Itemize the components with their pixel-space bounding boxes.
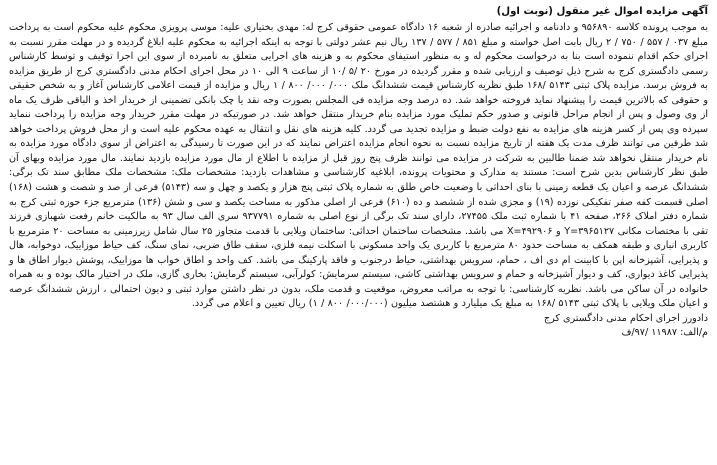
notice-title: آگهی مزایده اموال غیر منقول (نوبت اول) bbox=[496, 6, 708, 17]
notice-signature: دادورز اجرای احکام مدنی دادگستری کرج bbox=[543, 312, 708, 324]
notice-body: به موجب پرونده کلاسه ۹۵۶۸۹۰ و دادنامه و اجرائیه صادره از شعبه ۱۶ دادگاه عمومی حقوقی کرج له: مهدی بختیاری علیه: موسی پرویزی محکوم علیه محکوم است به پرداخت مبلغ ۰۳۷ / ۵۵۷ / ۷۵۰ / ۲ ریال بابت اصل خواسته و مبلغ ۸۵۱ / ۵۷۷ / ۱۳۷ ریال نیم عشر دولتی با توجه به اینکه اجرائیه به محکوم علیه ابلاغ گردیده و در مهلت مقرر نسبت به اجرای حکم اقدام ننموده است بنا به درخواست محکوم له و به منظور استیفای محکوم به و هزینه های اجرایی متعلق به نامبرده از سوی این اجرا توقیف و توسط کارشناس رسمی دادگستری کرج به شرح ذیل توصیف و ارزیابی شده و مقرر گردیده در مورخ ۲۰ /۵ /۱۰ از ساعت ۹ الی ۱۰ در محل اجرای احکام مدنی دادگستری کرج از طریق مزایده به فروش برسد. مزایده پلاک ثبتی ۵۱۴۳ /۱۶۸ طبق نظریه کارشناس قیمت ششدانگ ملک ۰۰۰/ ۰۰۰/ ۸۰۰ / ۱ ریال و مزایده از قیمت اعلامی کارشناس آغاز و به شخص حقیقی و حقوقی که بالاترین قیمت را پیشنهاد نماید فروخته خواهد شد. ده درصد وجه مزایده فی المجلس بصورت وجه نقد یا چک بانکی تضمینی از خریدار اخذ و الباقی ظرف یک ماه از وی وصول و پس از انجام مراحل قانونی و صدور حکم تملیک مورد مزایده بنام خریدار منتقل خواهد شد. در صورتیکه در مهلت مقرر خریدار وجه مزایده را پرداخت ننماید سپرده وی پس از کسر هزینه های مزایده به نفع دولت ضبط و مزایده تجدید می گردد. کلیه هزینه های نقل و انتقال به عهده محکوم علیه است و از محل فروش پرداخت خواهد شد طرفین می توانند ظرف مدت یک هفته از تاریخ مزایده نسبت به نحوه انجام مزایده اعتراض نمایند که در این صورت تا رسیدگی به اعتراض از سوی دادگاه مورد مزایده به نام خریدار منتقل نخواهد شد ضمنا طالبین به شرکت در مزایده می توانند ظرف پنج روز قبل از مزایده با اطلاع از مال مورد مزایده بازدید نمایند. مال مورد مزایده وبهای آن طبق نظر کارشناس بدین شرح است: مستند به مدارک و محتویات پرونده، ابلاغیه کارشناسی و مشاهدات بازدید: مشخصات ملک: مشخصات ملک مطابق سند تک برگی: ششدانگ عرصه و اعیان یک قطعه زمینی با بنای احداثی با وضعیت خاص طلق به شماره پلاک ثبتی پنج هزار و یکصد و چهل و سه (۵۱۴۳) فرعی از صد و شصت و هشت (۱۶۸) اصلی قسمت کفه صفر تفکیکی نوزده (۱۹) و مجزی شده از ششصد و ده (۶۱۰) فرعی از اصلی مذکور به مساحت یکصد و سی و شش (۱۳۶) مترمربع جزء حوزه ثبتی کرج به شماره دفتر املاک ۲۶۶، صفحه ۴۱ با شماره ثبت ملک ۲۷۴۵۵، دارای سند تک برگی از نوع اصلی به شماره ۹۳۷۷۹۱ سری الف سال ۹۳ به مالکیت خانم رفعت شهبازی فرزند تقی با مختصات مکانی ۳۹۶۵۱۲۷=Y و ۴۹۲۹۰۶=X می باشد. مشخصات ساختمان احداثی: ساختمان ویلایی با قدمت متجاوز ۲۵ سال شامل زیرزمینی به مساحت ۲۰ مترمربع با کاربری انباری و طبقه همکف به مساحت حدود ۸۰ مترمربع با کاربری یک واحد مسکونی با اسکلت نیمه فلزی، سقف طاق ضربی، نمای سنگ، کف حیاط موزاییک، دوخوابه، هال و پذیرایی، آشپزخانه اپن با کابینت ام دی اف ، حمام، سرویس بهداشتی، حیاط درجنوب و فاقد پارکینگ می باشد. کف واحد و اطاق خواب ها موزاییک، پوشش دیوار اطاق ها و پذیرایی کاغذ دیواری، کف و دیوار آشپزخانه و حمام و سرویس بهداشتی کاشی، سیستم سرمایش: کولرآبی، سیستم گرمایش: بخاری گازی، ملک در اختیار مالک بوده و به همراه خانواده در آن ساکن می باشد. نظریه کارشناسی: با توجه به مراتب معروض، موقعیت و قدمت ملک، بدون در نظر داشتن موارد ثبتی و دیون احتمالی ، ارزش ششدانگ عرصه و اعیان ملک ویلایی با پلاک ثبتی ۵۱۴۳ /۱۶۸ به مبلغ یک میلیارد و هشتصد میلیون (۰۰۰/۰۰۰/ ۸۰۰ / ۱) ریال تعیین و اعلام می گردد. bbox=[9, 22, 709, 310]
notice-reference-number: م/الف: ۱۱۹۸۷ /۹۷/ف bbox=[621, 327, 708, 339]
